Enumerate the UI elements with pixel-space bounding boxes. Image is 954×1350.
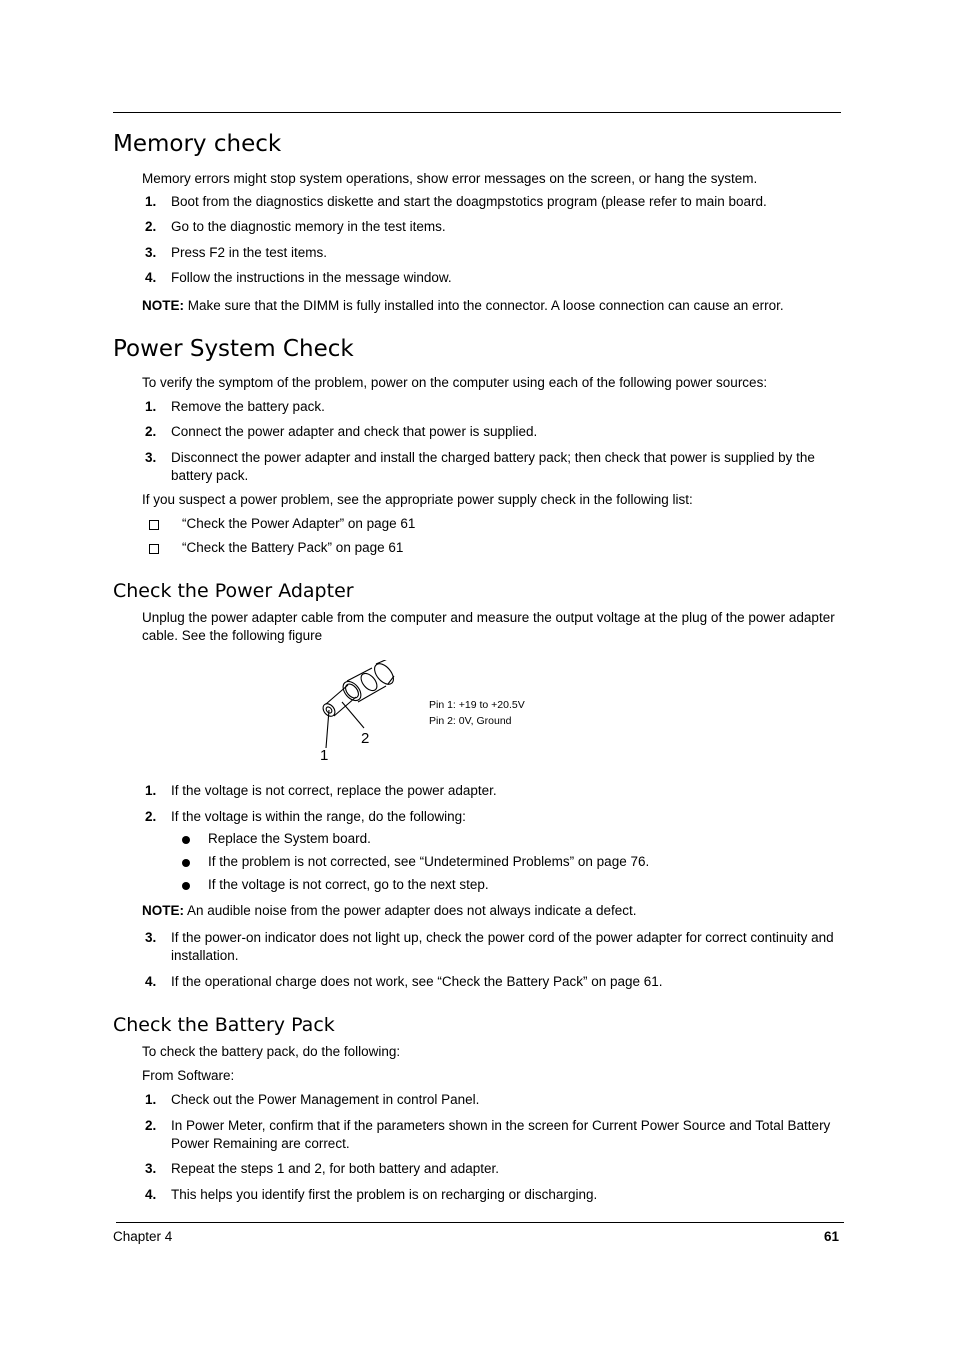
- heading-check-battery-pack: Check the Battery Pack: [113, 1014, 335, 1036]
- power-step: 3. Disconnect the power adapter and install the charged battery pack; then check that power is supplied by the battery pack.: [145, 450, 815, 483]
- bullet-item: Replace the System board.: [180, 830, 371, 848]
- adapter-note: NOTE: An audible noise from the power adapter does not always indicate a defect.: [142, 903, 637, 918]
- figure-label-2: 2: [361, 730, 370, 747]
- adapter-step: 2. If the voltage is within the range, do the following:: [145, 809, 466, 824]
- memory-step: 2. Go to the diagnostic memory in the test items.: [145, 219, 446, 234]
- memory-step: 1. Boot from the diagnostics diskette and start the doagmpstotics program (please refer to main board.: [145, 194, 767, 209]
- pin2-label: Pin 2: 0V, Ground: [429, 715, 512, 727]
- heading-check-power-adapter: Check the Power Adapter: [113, 580, 354, 602]
- checkbox-icon: [149, 544, 159, 554]
- bullet-icon: [182, 882, 190, 890]
- bullet-item: If the problem is not corrected, see “Undetermined Problems” on page 76.: [180, 853, 649, 871]
- adapter-step: 3. If the power-on indicator does not light up, check the power cord of the power adapter for correct continuity and installation.: [145, 930, 834, 963]
- battery-intro: To check the battery pack, do the following:: [142, 1044, 401, 1059]
- memory-step: 4. Follow the instructions in the message window.: [145, 270, 452, 285]
- memory-note: NOTE: Make sure that the DIMM is fully installed into the connector. A loose connection can cause an error.: [142, 298, 784, 313]
- footer-page-number: 61: [824, 1229, 840, 1244]
- battery-step: 2. In Power Meter, confirm that if the parameters shown in the screen for Current Power Source and Total Battery Power Remaining are correct.: [145, 1118, 831, 1151]
- adapter-intro: Unplug the power adapter cable from the computer and measure the output voltage at the plug of the power adapter cable. See the following figure: [142, 610, 835, 643]
- battery-step: 1. Check out the Power Management in control Panel.: [145, 1092, 480, 1107]
- footer-rule: [116, 1222, 844, 1223]
- power-intro: To verify the symptom of the problem, power on the computer using each of the following power sources:: [142, 375, 768, 390]
- bullet-item: If the voltage is not correct, go to the next step.: [180, 876, 489, 894]
- checklist-item[interactable]: “Check the Power Adapter” on page 61: [147, 515, 415, 533]
- power-suspect-text: If you suspect a power problem, see the appropriate power supply check in the following list:: [142, 492, 693, 507]
- checklist-item[interactable]: “Check the Battery Pack” on page 61: [147, 539, 403, 557]
- memory-step: 3. Press F2 in the test items.: [145, 245, 328, 260]
- power-step: 1. Remove the battery pack.: [145, 399, 325, 414]
- header-rule: [113, 112, 841, 113]
- bullet-icon: [182, 836, 190, 844]
- checkbox-icon: [149, 520, 159, 530]
- adapter-step: 4. If the operational charge does not work, see “Check the Battery Pack” on page 61.: [145, 974, 663, 989]
- battery-step: 4. This helps you identify first the problem is on recharging or discharging.: [145, 1187, 598, 1202]
- adapter-step: 1. If the voltage is not correct, replace the power adapter.: [145, 783, 497, 798]
- battery-from-software: From Software:: [142, 1068, 235, 1083]
- memory-intro: Memory errors might stop system operations, show error messages on the screen, or hang the system.: [142, 171, 758, 186]
- heading-memory-check: Memory check: [113, 131, 282, 157]
- pin1-label: Pin 1: +19 to +20.5V: [429, 699, 525, 711]
- heading-power-system-check: Power System Check: [113, 336, 354, 362]
- figure-label-1: 1: [320, 747, 329, 764]
- footer-chapter: Chapter 4: [113, 1229, 173, 1244]
- battery-step: 3. Repeat the steps 1 and 2, for both battery and adapter.: [145, 1161, 499, 1176]
- power-step: 2. Connect the power adapter and check that power is supplied.: [145, 424, 538, 439]
- bullet-icon: [182, 859, 190, 867]
